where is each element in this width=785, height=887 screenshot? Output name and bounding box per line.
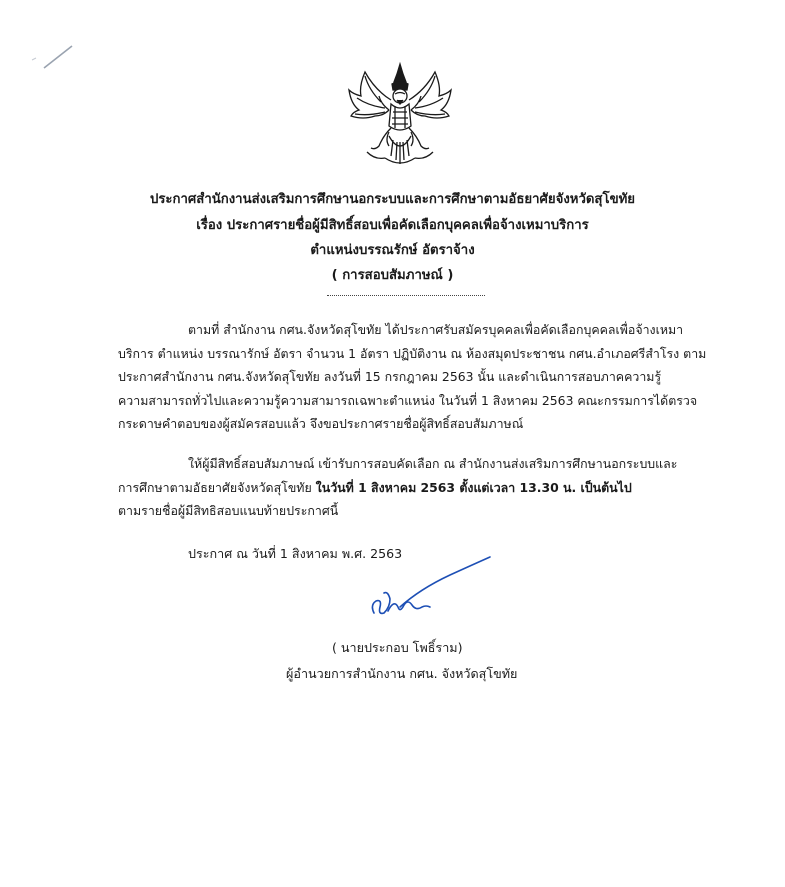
paragraph-1-line: ประกาศสำนักงาน กศน.จังหวัดสุโขทัย ลงวันที่ 15 กรกฎาคม 2563 นั้น และดำเนินการสอบภาคความรู้ (118, 369, 662, 384)
header-position: ตำแหน่งบรรณรักษ์ อัตราจ้าง (310, 243, 475, 258)
exam-date-time: ในวันที่ 1 สิงหาคม 2563 ตั้งแต่เวลา 13.30 น. เป็นต้นไป (315, 479, 632, 495)
handwritten-signature (360, 555, 495, 625)
header-subject: เรื่อง ประกาศรายชื่อผู้มีสิทธิ์สอบเพื่อคัดเลือกบุคคลเพื่อจ้างเหมาบริการ (196, 218, 589, 233)
garuda-emblem-icon (345, 60, 455, 172)
paragraph-2-line: ให้ผู้มีสิทธิ์สอบสัมภาษณ์ เข้ารับการสอบคัดเลือก ณ สำนักงานส่งเสริมการศึกษานอกระบบและ (188, 456, 678, 471)
signatory-position: ผู้อำนวยการสำนักงาน กศน. จังหวัดสุโขทัย (286, 666, 518, 681)
stray-pen-mark (26, 38, 76, 78)
paragraph-1-line: ตามที่ สำนักงาน กศน.จังหวัดสุโขทัย ได้ประกาศรับสมัครบุคคลเพื่อคัดเลือกบุคคลเพื่อจ้างเหมา (188, 322, 684, 337)
header-line-1: ประกาศสำนักงานส่งเสริมการศึกษานอกระบบและการศึกษาตามอัธยาศัยจังหวัดสุโขทัย (149, 192, 636, 207)
paragraph-1-line: ความสามารถทั่วไปและความรู้ความสามารถเฉพาะตำแหน่ง ในวันที่ 1 สิงหาคม 2563 คณะกรรมการได้ตรวจ (118, 392, 698, 408)
paragraph-1-line: บริการ ตำแหน่ง บรรณารักษ์ อัตรา จำนวน 1 อัตรา ปฏิบัติงาน ณ ห้องสมุดประชาชน กศน.อำเภอศรีสำโรง ตาม (118, 345, 707, 361)
paragraph-2 (0, 452, 785, 523)
paragraph-2-plain-text: การศึกษาตามอัธยาศัยจังหวัดสุโขทัย (118, 479, 316, 495)
paragraph-1 (0, 318, 785, 436)
paragraph-2-line: ตามรายชื่อผู้มีสิทธิสอบแนบท้ายประกาศนี้ (118, 503, 339, 518)
paragraph-1-line: กระดาษคำตอบของผู้สมัครสอบแล้ว จึงขอประกาศรายชื่อผู้สิทธิ์สอบสัมภาษณ์ (118, 416, 524, 431)
dotted-separator (327, 294, 485, 296)
announcement-date: ประกาศ ณ วันที่ 1 สิงหาคม พ.ศ. 2563 (188, 546, 403, 561)
signatory-name: ( นายประกอบ โพธิ์ราม) (332, 640, 463, 655)
paragraph-2-line (0, 476, 785, 500)
header-exam-type: ( การสอบสัมภาษณ์ ) (331, 268, 454, 283)
